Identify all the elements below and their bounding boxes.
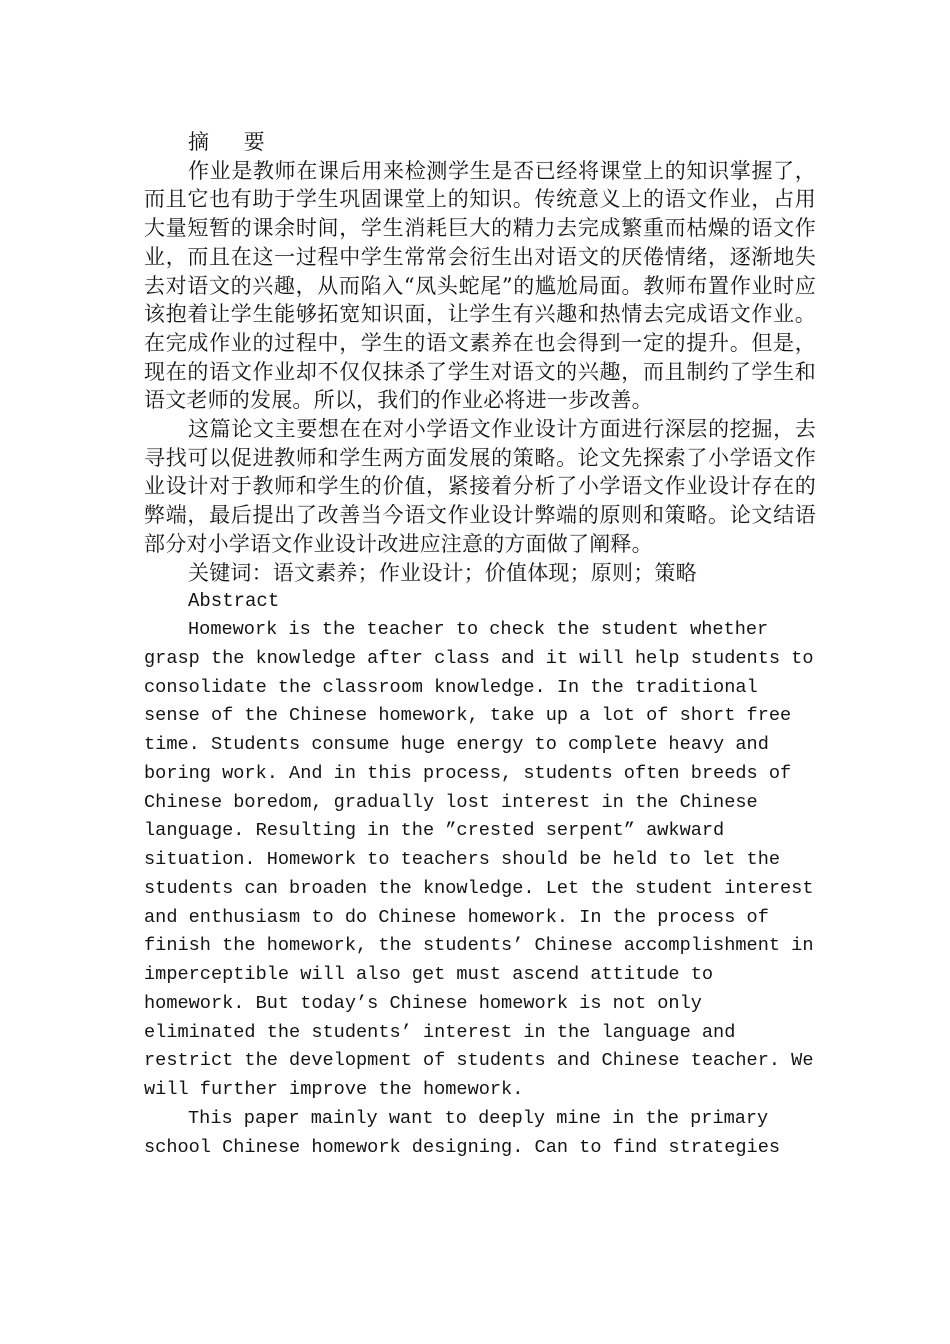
abstract-en-paragraph-1: Homework is the teacher to check the student whether grasp the knowledge after class and it will help students to consolidate the classroom knowledge. In the traditional sense of the Chinese homework, take up a lot of short free time. Students consume huge energy to complete heavy and boring work. And in this process, students often breeds of Chinese boredom, gradually lost interest in the Chinese language. Resulting in the ”crested serpent” awkward situation. Homework to teachers should be held to let the students can broaden the knowledge. Let the student interest and enthusiasm to do Chinese homework. In the process of finish the homework, the students’ Chinese accomplishment in imperceptible will also get must ascend attitude to homework. But today’s Chinese homework is not only eliminated the students’ interest in the language and restrict the development of students and Chinese teacher. We will further improve the homework. (144, 619, 814, 1100)
abstract-en-heading: Abstract (188, 590, 280, 613)
abstract-zh-heading: 摘 要 (188, 130, 279, 154)
keywords-zh: 关键词：语文素养；作业设计；价值体现；原则；策略 (188, 560, 697, 585)
abstract-zh-paragraph-1: 作业是教师在课后用来检测学生是否已经将课堂上的知识掌握了，而且它也有助于学生巩固课堂上的知识。传统意义上的语文作业，占用大量短暂的课余时间，学生消耗巨大的精力去完成繁重而枯燥的语文作业，而且在这一过程中学生常常会衍生出对语文的厌倦情绪，逐渐地失去对语文的兴趣，从而陷入“凤头蛇尾”的尴尬局面。教师布置作业时应该抱着让学生能够拓宽知识面，让学生有兴趣和热情去完成语文作业。在完成作业的过程中，学生的语文素养在也会得到一定的提升。但是，现在的语文作业却不仅仅抹杀了学生对语文的兴趣，而且制约了学生和语文老师的发展。所以，我们的作业必将进一步改善。 (144, 158, 816, 413)
abstract-zh-paragraph-2: 这篇论文主要想在在对小学语文作业设计方面进行深层的挖掘，去寻找可以促进教师和学生两方面发展的策略。论文先探索了小学语文作业设计对于教师和学生的价值，紧接着分析了小学语文作业设计存在的弊端，最后提出了改善当今语文作业设计弊端的原则和策略。论文结语部分对小学语文作业设计改进应注意的方面做了阐释。 (144, 417, 816, 556)
abstract-en-paragraph-2: This paper mainly want to deeply mine in the primary school Chinese homework designing. Can to find strategies (144, 1107, 781, 1158)
document-page (144, 128, 816, 1162)
